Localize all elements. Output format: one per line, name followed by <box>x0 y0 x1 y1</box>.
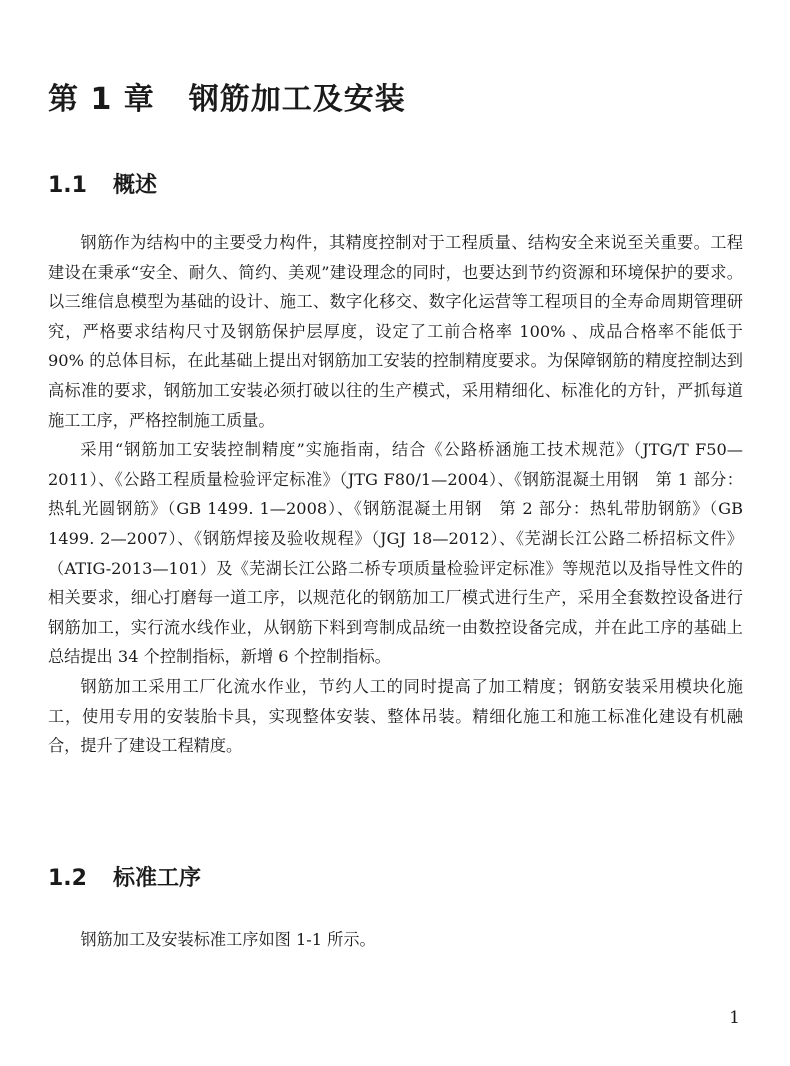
section-heading-1-1 <box>48 170 157 202</box>
section-heading-1-2 <box>48 863 201 895</box>
section-name: 标准工序 <box>112 866 201 891</box>
section-1-1-body <box>48 228 743 761</box>
paragraph: 钢筋加工及安装标准工序如图 1-1 所示。 <box>80 930 376 949</box>
section-name: 概述 <box>112 173 157 198</box>
paragraph: 钢筋作为结构中的主要受力构件，其精度控制对于工程质量、结构安全来说至关重要。工程建设在秉承“安全、耐久、简约、美观”建设理念的同时，也要达到节约资源和环境保护的要求。以三维信息模型为基础的设计、施工、数字化移交、数字化运营等工程项目的全寿命周期管理研究，严格要求结构尺寸及钢筋保护层厚度，设定了工前合格率 100% 、成品合格率不能低于 90% 的总体目标，在此基础上提出对钢筋加工安装的控制精度要求。为保障钢筋的精度控制达到高标准的要求，钢筋加工安装必须打破以往的生产模式，采用精细化、标准化的方针，严抓每道施工工序，严格控制施工质量。 <box>48 233 743 430</box>
paragraph: 钢筋加工采用工厂化流水作业，节约人工的同时提高了加工精度；钢筋安装采用模块化施工，使用专用的安装胎卡具，实现整体安装、整体吊装。精细化施工和施工标准化建设有机融合，提升了建设工程精度。 <box>48 676 743 756</box>
paragraph: 采用“钢筋加工安装控制精度”实施指南，结合《公路桥涵施工技术规范》（JTG/T F50—2011）、《公路工程质量检验评定标准》（JTG F80/1—2004）、《钢筋混凝土用钢 第 1 部分：热轧光圆钢筋》（GB 1499. 1—2008）、《钢筋混凝土用钢 第 2 部分：热轧带肋钢筋》（GB 1499. 2—2007）、《钢筋焊接及验收规程》（JGJ 18—2012）、《芜湖长江公路二桥招标文件》（ATIG-2013—101）及《芜湖长江公路二桥专项质量检验评定标准》等规范以及指导性文件的相关要求，细心打磨每一道工序，以规范化的钢筋加工厂模式进行生产，采用全套数控设备进行钢筋加工，实行流水线作业，从钢筋下料到弯制成品统一由数控设备完成，并在此工序的基础上总结提出 34 个控制指标，新增 6 个控制指标。 <box>48 440 743 667</box>
page-number: 1 <box>729 1008 740 1028</box>
section-number: 1.2 <box>48 866 87 891</box>
chapter-title <box>48 76 406 124</box>
section-number: 1.1 <box>48 173 87 198</box>
chapter-number: 第 1 章 <box>48 82 155 117</box>
chapter-name: 钢筋加工及安装 <box>188 82 406 117</box>
section-1-2-body <box>48 925 743 955</box>
